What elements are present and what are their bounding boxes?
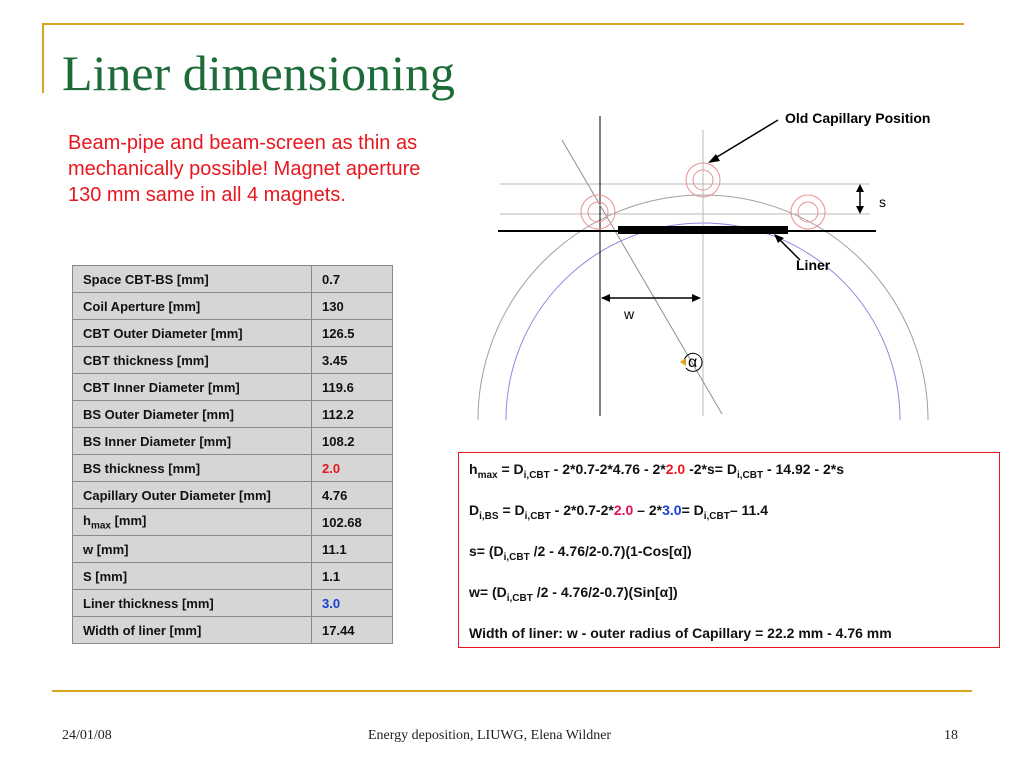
formula-w: $w= (D_{i,CBT}$ /2 - 4.76/2-0.7)(Sin[α]): [469, 584, 678, 604]
old-capillary-pointer: [712, 120, 778, 160]
param-name: Liner thickness [mm]: [73, 590, 312, 617]
param-name: CBT Inner Diameter [mm]: [73, 374, 312, 401]
param-value: 130: [312, 293, 393, 320]
table-row: [73, 374, 393, 401]
formula-hmax: $h_{max} = D_{i,CBT} - 2*0.7-2*4.76 - 2*2.0$ $-2*s= D_{i,CBT} - 14.92 - 2*s$: [469, 461, 844, 481]
alpha-label: α: [688, 354, 698, 371]
table-row: [73, 455, 393, 482]
s-label: s: [879, 194, 886, 210]
capillary-circle-left-inner: [588, 202, 608, 222]
formulas-box: [458, 452, 1000, 648]
w-arrowhead-right: [692, 294, 701, 302]
param-name: S [mm]: [73, 563, 312, 590]
old-capillary-label: Old Capillary Position: [785, 110, 931, 126]
param-value: 11.1: [312, 536, 393, 563]
formula-dibs: $D_{i,BS} = D_{i,CBT} - 2*0.7-2*2.0 - 2*3.0= D_{i,CBT}-$ 11.4: [469, 502, 769, 522]
intro-text: Beam-pipe and beam-screen as thin as mechanically possible! Magnet aperture 130 mm same in all 4 magnets.: [68, 132, 421, 206]
param-value: 112.2: [312, 401, 393, 428]
param-value: 3.0: [312, 590, 393, 617]
param-name: BS Outer Diameter [mm]: [73, 401, 312, 428]
param-value: 17.44: [312, 617, 393, 644]
footer-page-number: 18: [944, 728, 958, 743]
param-name: Capillary Outer Diameter [mm]: [73, 482, 312, 509]
param-name: Coil Aperture [mm]: [73, 293, 312, 320]
liner-bar: [618, 226, 788, 234]
old-capillary-pointer-head: [708, 154, 720, 163]
table-row: [73, 536, 393, 563]
hmax-subscript: max: [90, 520, 111, 532]
formula-width-of-liner: Width of liner: w - outer radius of Capillary = 22.2 mm - 4.76 mm: [469, 625, 892, 641]
param-value: 2.0: [312, 455, 393, 482]
param-value: 4.76: [312, 482, 393, 509]
capillary-circle-left: [581, 195, 615, 229]
table-row: [73, 347, 393, 374]
w-label: w: [624, 306, 635, 322]
param-value: 0.7: [312, 266, 393, 293]
table-row: [73, 590, 393, 617]
table-row: [73, 428, 393, 455]
slide-title: Liner dimensioning: [62, 45, 455, 101]
w-arrowhead-left: [601, 294, 610, 302]
param-value: 102.68: [312, 509, 393, 536]
param-name: w [mm]: [73, 536, 312, 563]
footer-date: 24/01/08: [62, 728, 112, 743]
param-value: 108.2: [312, 428, 393, 455]
hmax-unit: [mm]: [110, 512, 147, 528]
param-name: BS thickness [mm]: [73, 455, 312, 482]
s-arrowhead-down: [856, 206, 864, 214]
alpha-angle-marker: [680, 358, 686, 366]
parameters-table: [72, 265, 393, 644]
param-value: 3.45: [312, 347, 393, 374]
param-name: CBT Outer Diameter [mm]: [73, 320, 312, 347]
table-row: [73, 266, 393, 293]
param-name: Width of liner [mm]: [73, 617, 312, 644]
param-name: Space CBT-BS [mm]: [73, 266, 312, 293]
table-row: [73, 320, 393, 347]
top-rule: [42, 23, 964, 25]
table-row: [73, 482, 393, 509]
param-name: BS Inner Diameter [mm]: [73, 428, 312, 455]
angle-line: [562, 140, 722, 414]
param-value: 1.1: [312, 563, 393, 590]
table-row: [73, 617, 393, 644]
hmax-symbol: h: [83, 512, 91, 528]
param-name: CBT thickness [mm]: [73, 347, 312, 374]
capillary-circle-right-inner: [798, 202, 818, 222]
capillary-circle-right: [791, 195, 825, 229]
left-rule: [42, 23, 44, 93]
footer-center: Energy deposition, LIUWG, Elena Wildner: [368, 728, 612, 743]
table-row: [73, 293, 393, 320]
param-name: [73, 509, 312, 536]
table-row: [73, 401, 393, 428]
table-row: [73, 509, 393, 536]
footer-rule: [52, 690, 972, 692]
param-value: 119.6: [312, 374, 393, 401]
liner-geometry-diagram: [470, 100, 970, 430]
param-value: 126.5: [312, 320, 393, 347]
table-row: [73, 563, 393, 590]
liner-label: Liner: [796, 257, 831, 273]
formula-s: $s= (D_{i,CBT}$ /2 - 4.76/2-0.7)(1-Cos[α]): [469, 543, 692, 563]
s-arrowhead-up: [856, 184, 864, 192]
